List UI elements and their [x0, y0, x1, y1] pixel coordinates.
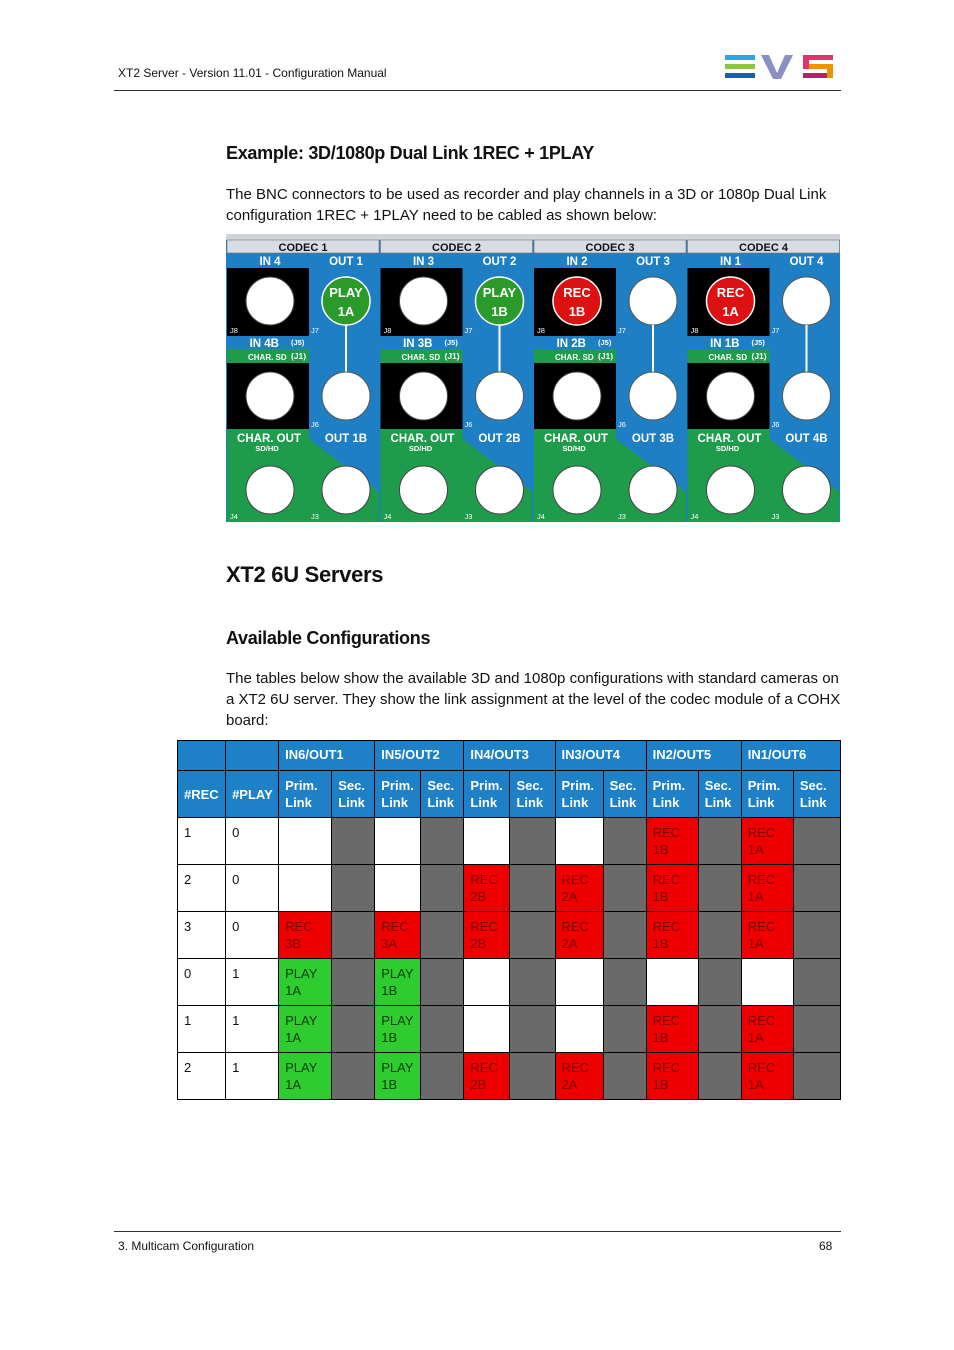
secondary-link-cell — [698, 959, 741, 1006]
codec-title: CODEC 4 — [739, 242, 788, 254]
primary-link-cell: PLAY 1A — [279, 1053, 332, 1100]
secondary-link-cell — [332, 1053, 375, 1100]
bnc-connector — [629, 466, 677, 514]
primary-link-cell — [279, 818, 332, 865]
bnc-connector — [783, 372, 831, 420]
secondary-link-cell — [421, 912, 464, 959]
jack-id-label: J8 — [383, 326, 392, 335]
bnc-connector — [246, 277, 294, 325]
j5-label: (J5) — [751, 338, 765, 347]
configurations-table — [177, 740, 841, 1100]
char-out-label: CHAR. OUT — [237, 433, 301, 445]
jack-id-label: J3 — [311, 512, 319, 521]
sdhd-label: SD/HD — [255, 444, 279, 453]
secondary-link-cell — [698, 912, 741, 959]
primary-link-cell — [464, 1006, 510, 1053]
primary-link-cell: REC 2B — [464, 865, 510, 912]
j5-label: (J5) — [598, 338, 612, 347]
rec-count-cell: 2 — [178, 865, 226, 912]
group-header-in1-out6: IN1/OUT6 — [741, 741, 840, 771]
output-label: OUT 2 — [482, 256, 517, 268]
primary-link-cell — [375, 818, 421, 865]
primary-link-header: Prim. Link — [646, 771, 698, 818]
char-out-label: CHAR. OUT — [390, 433, 455, 445]
secondary-link-cell — [510, 912, 555, 959]
primary-link-cell: REC 1A — [741, 818, 793, 865]
header-rule — [114, 90, 841, 91]
primary-link-cell: REC 2B — [464, 912, 510, 959]
bnc-connector — [629, 277, 677, 325]
jack-id-label: J6 — [771, 420, 780, 429]
primary-link-cell: PLAY 1A — [279, 1006, 332, 1053]
char-sd-label: CHAR. SD — [708, 353, 748, 362]
table-row — [178, 865, 841, 912]
footer-chapter: 3. Multicam Configuration — [118, 1239, 255, 1253]
play-count-cell: 1 — [226, 1006, 279, 1053]
output-b-label: OUT 2B — [478, 433, 521, 445]
secondary-link-cell — [421, 818, 464, 865]
codec-title: CODEC 1 — [278, 242, 328, 254]
secondary-link-cell — [332, 912, 375, 959]
primary-link-cell: REC 2A — [555, 1053, 603, 1100]
char-sd-label: CHAR. SD — [248, 353, 287, 362]
mid-input-label: IN 4B — [249, 338, 279, 350]
secondary-link-cell — [603, 912, 646, 959]
primary-link-header: Prim. Link — [464, 771, 510, 818]
rec-count-cell: 1 — [178, 1006, 226, 1053]
section-heading: XT2 6U Servers — [226, 562, 384, 587]
j1-label: (J1) — [751, 351, 767, 361]
jack-id-label: J8 — [690, 326, 699, 335]
secondary-link-header: Sec. Link — [698, 771, 741, 818]
primary-link-cell: REC 1B — [646, 912, 698, 959]
secondary-link-header: Sec. Link — [332, 771, 375, 818]
j5-label: (J5) — [291, 338, 305, 347]
play-count-cell: 1 — [226, 959, 279, 1006]
secondary-link-cell — [793, 818, 840, 865]
header-title: XT2 Server - Version 11.01 - Configuration Manual — [118, 66, 387, 80]
input-label: IN 4 — [259, 256, 281, 268]
secondary-link-cell — [793, 1006, 840, 1053]
panel-top-rail — [226, 234, 840, 240]
channel-badge-label: 1B — [491, 304, 508, 319]
secondary-link-cell — [698, 818, 741, 865]
group-header-in6-out1: IN6/OUT1 — [279, 741, 375, 771]
example-heading: Example: 3D/1080p Dual Link 1REC + 1PLAY — [226, 143, 594, 163]
secondary-link-cell — [332, 959, 375, 1006]
play-count-cell: 0 — [226, 865, 279, 912]
jack-id-label: J4 — [383, 512, 392, 521]
play-count-cell: 0 — [226, 912, 279, 959]
channel-badge-label: 1A — [337, 304, 355, 319]
mid-input-label: IN 3B — [403, 338, 433, 350]
jack-id-label: J6 — [464, 420, 473, 429]
primary-link-cell: PLAY 1A — [279, 959, 332, 1006]
secondary-link-cell — [421, 959, 464, 1006]
play-count-cell: 1 — [226, 1053, 279, 1100]
channel-badge-label: REC — [716, 285, 745, 300]
primary-link-cell — [555, 818, 603, 865]
primary-link-cell — [555, 959, 603, 1006]
example-paragraph: The BNC connectors to be used as recorder and play channels in a 3D or 1080p Dual Link configuration 1REC + 1PLAY need to be cabled as shown below: — [226, 186, 827, 224]
sdhd-label: SD/HD — [408, 444, 433, 453]
jack-id-label: J7 — [771, 326, 780, 335]
output-label: OUT 4 — [789, 256, 824, 268]
play-count-header: #PLAY — [226, 771, 279, 818]
secondary-link-cell — [421, 1053, 464, 1100]
empty-header-cell — [178, 741, 226, 771]
bnc-connector — [400, 372, 448, 420]
primary-link-cell: REC 1A — [741, 912, 793, 959]
primary-link-cell: REC 1A — [741, 1053, 793, 1100]
secondary-link-cell — [510, 1053, 555, 1100]
secondary-link-cell — [698, 1053, 741, 1100]
secondary-link-cell — [793, 865, 840, 912]
jack-id-label: J7 — [618, 326, 626, 335]
secondary-link-cell — [603, 818, 646, 865]
rec-count-cell: 3 — [178, 912, 226, 959]
mid-input-label: IN 1B — [710, 338, 740, 350]
output-label: OUT 1 — [329, 256, 363, 268]
input-label: IN 2 — [566, 256, 588, 268]
primary-link-cell — [464, 818, 510, 865]
primary-link-cell: REC 3A — [375, 912, 421, 959]
output-b-label: OUT 3B — [631, 433, 675, 445]
bnc-connector — [553, 466, 601, 514]
primary-link-cell: REC 1B — [646, 1053, 698, 1100]
secondary-link-header: Sec. Link — [421, 771, 464, 818]
jack-id-label: J8 — [230, 326, 238, 335]
secondary-link-header: Sec. Link — [603, 771, 646, 818]
j5-label: (J5) — [444, 338, 458, 347]
char-sd-label: CHAR. SD — [555, 353, 594, 362]
j1-label: (J1) — [598, 351, 614, 361]
j1-label: (J1) — [291, 351, 307, 361]
primary-link-cell: PLAY 1B — [375, 1006, 421, 1053]
primary-link-cell: PLAY 1B — [375, 1053, 421, 1100]
primary-link-cell: REC 2A — [555, 865, 603, 912]
footer-rule — [114, 1231, 841, 1232]
bnc-connector — [629, 372, 677, 420]
connector-panel-diagram — [226, 234, 840, 522]
table-intro-paragraph: The tables below show the available 3D and 1080p configurations with standard cameras on a XT2 6U server. They show the link assignment at the level of the codec module of a COHX board: — [226, 670, 841, 729]
bnc-connector — [783, 466, 831, 514]
secondary-link-cell — [421, 1006, 464, 1053]
table-row — [178, 912, 841, 959]
char-out-label: CHAR. OUT — [697, 433, 762, 445]
codec-title: CODEC 2 — [432, 242, 481, 254]
bnc-connector — [553, 372, 601, 420]
bnc-connector — [476, 466, 524, 514]
group-header-in4-out3: IN4/OUT3 — [464, 741, 555, 771]
channel-badge-label: PLAY — [482, 285, 517, 300]
table-row — [178, 1006, 841, 1053]
primary-link-header: Prim. Link — [741, 771, 793, 818]
jack-id-label: J8 — [537, 326, 545, 335]
table-row — [178, 818, 841, 865]
mid-input-label: IN 2B — [556, 338, 586, 350]
input-label: IN 1 — [719, 256, 742, 268]
play-count-cell: 0 — [226, 818, 279, 865]
group-header-in2-out5: IN2/OUT5 — [646, 741, 741, 771]
secondary-link-cell — [510, 1006, 555, 1053]
jack-id-label: J6 — [311, 420, 319, 429]
primary-link-header: Prim. Link — [555, 771, 603, 818]
primary-link-cell — [375, 865, 421, 912]
secondary-link-cell — [698, 1006, 741, 1053]
input-label: IN 3 — [412, 256, 435, 268]
output-b-label: OUT 4B — [785, 433, 828, 445]
primary-link-cell — [555, 1006, 603, 1053]
table-row — [178, 1053, 841, 1100]
output-b-label: OUT 1B — [324, 433, 368, 445]
char-out-label: CHAR. OUT — [544, 433, 608, 445]
secondary-link-header: Sec. Link — [793, 771, 840, 818]
bnc-connector — [476, 372, 524, 420]
secondary-link-cell — [332, 1006, 375, 1053]
secondary-link-cell — [332, 818, 375, 865]
secondary-link-cell — [510, 865, 555, 912]
secondary-link-cell — [332, 865, 375, 912]
secondary-link-cell — [603, 959, 646, 1006]
bnc-connector — [707, 372, 755, 420]
secondary-link-cell — [510, 818, 555, 865]
jack-id-label: J3 — [771, 512, 780, 521]
jack-id-label: J4 — [690, 512, 699, 521]
bnc-connector — [322, 466, 370, 514]
secondary-link-cell — [421, 865, 464, 912]
bnc-connector — [783, 277, 831, 325]
char-sd-label: CHAR. SD — [401, 353, 441, 362]
bnc-connector — [246, 372, 294, 420]
primary-link-header: Prim. Link — [375, 771, 421, 818]
section-subheading: Available Configurations — [226, 628, 431, 648]
group-header-in3-out4: IN3/OUT4 — [555, 741, 646, 771]
primary-link-cell: REC 1B — [646, 865, 698, 912]
secondary-link-cell — [698, 865, 741, 912]
primary-link-cell: REC 1A — [741, 1006, 793, 1053]
channel-badge-label: 1B — [568, 304, 586, 319]
evs-logo-icon — [725, 53, 835, 81]
primary-link-cell: PLAY 1B — [375, 959, 421, 1006]
table-row — [178, 959, 841, 1006]
secondary-link-cell — [510, 959, 555, 1006]
primary-link-cell: REC 1B — [646, 818, 698, 865]
primary-link-cell — [741, 959, 793, 1006]
secondary-link-cell — [603, 865, 646, 912]
secondary-link-cell — [603, 1006, 646, 1053]
bnc-connector — [246, 466, 294, 514]
primary-link-cell: REC 2B — [464, 1053, 510, 1100]
secondary-link-cell — [793, 1053, 840, 1100]
primary-link-cell: REC 2A — [555, 912, 603, 959]
primary-link-cell: REC 1B — [646, 1006, 698, 1053]
primary-link-header: Prim. Link — [279, 771, 332, 818]
table-subheader-row — [178, 771, 841, 818]
channel-badge-label: 1A — [722, 304, 739, 319]
secondary-link-cell — [793, 959, 840, 1006]
secondary-link-cell — [603, 1053, 646, 1100]
primary-link-cell: REC 3B — [279, 912, 332, 959]
sdhd-label: SD/HD — [715, 444, 740, 453]
rec-count-header: #REC — [178, 771, 226, 818]
sdhd-label: SD/HD — [562, 444, 586, 453]
output-label: OUT 3 — [636, 256, 670, 268]
secondary-link-header: Sec. Link — [510, 771, 555, 818]
channel-badge-label: REC — [563, 285, 591, 300]
rec-count-cell: 2 — [178, 1053, 226, 1100]
table-group-header-row — [178, 741, 841, 771]
jack-id-label: J4 — [537, 512, 545, 521]
footer-page-number: 68 — [819, 1239, 833, 1253]
primary-link-cell — [464, 959, 510, 1006]
primary-link-cell — [279, 865, 332, 912]
jack-id-label: J7 — [311, 326, 319, 335]
jack-id-label: J3 — [618, 512, 626, 521]
channel-badge-label: PLAY — [329, 285, 363, 300]
bnc-connector — [322, 372, 370, 420]
jack-id-label: J6 — [618, 420, 626, 429]
jack-id-label: J4 — [230, 512, 238, 521]
secondary-link-cell — [793, 912, 840, 959]
bnc-connector — [400, 277, 448, 325]
rec-count-cell: 1 — [178, 818, 226, 865]
j1-label: (J1) — [444, 351, 460, 361]
primary-link-cell — [646, 959, 698, 1006]
bnc-connector — [400, 466, 448, 514]
empty-header-cell — [226, 741, 279, 771]
group-header-in5-out2: IN5/OUT2 — [375, 741, 464, 771]
codec-title: CODEC 3 — [585, 242, 635, 254]
jack-id-label: J3 — [464, 512, 473, 521]
primary-link-cell: REC 1A — [741, 865, 793, 912]
bnc-connector — [707, 466, 755, 514]
rec-count-cell: 0 — [178, 959, 226, 1006]
jack-id-label: J7 — [464, 326, 473, 335]
